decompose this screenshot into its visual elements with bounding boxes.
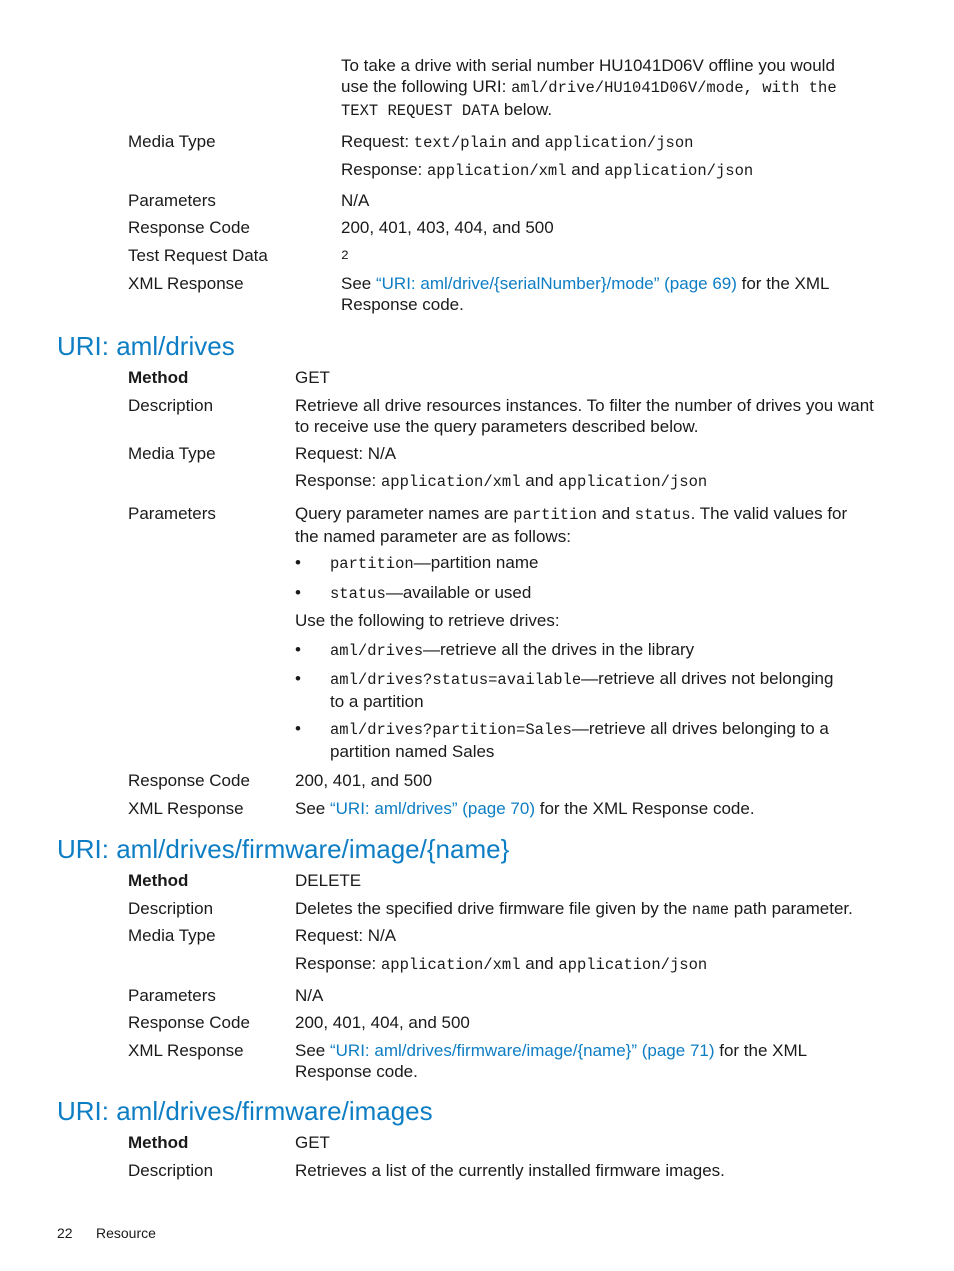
parameters-value: N/A	[341, 191, 370, 210]
intro-line-3: TEXT REQUEST DATA below.	[341, 100, 553, 120]
intro-paragraph	[341, 55, 837, 122]
bullet-icon: •	[295, 583, 301, 602]
description-value: Retrieve all drive resources instances. To filter the number of drives you want to receive use the query parameters described below.	[295, 396, 874, 436]
xref-link[interactable]: “URI: aml/drive/{serialNumber}/mode” (page 69)	[375, 274, 737, 293]
media-type-label: Media Type	[128, 132, 216, 151]
footer-section-name: Resource	[96, 1225, 156, 1241]
description-value: Deletes the specified drive firmware file given by the name path parameter.	[295, 899, 853, 919]
xml-response-value: See “URI: aml/drives” (page 70) for the XML Response code.	[295, 799, 755, 818]
description-label: Description	[128, 396, 214, 415]
response-code-label: Response Code	[128, 1013, 250, 1032]
xml-response-value: See “URI: aml/drive/{serialNumber}/mode” (page 69) for the XML Response code.	[341, 274, 830, 314]
code: aml/drive/HU1041D06V/mode, with the	[511, 79, 837, 97]
parameters-label: Parameters	[128, 191, 216, 210]
xml-response-value: See “URI: aml/drives/firmware/image/{name}” (page 71) for the XML Response code.	[295, 1041, 808, 1081]
page-number: 22	[57, 1225, 73, 1241]
media-type-request: Request: text/plain and application/json	[341, 132, 694, 152]
bullet-icon: •	[295, 553, 301, 572]
xref-link[interactable]: “URI: aml/drives/firmware/image/{name}” (page 71)	[329, 1041, 715, 1060]
description-value: Retrieves a list of the currently installed firmware images.	[295, 1161, 725, 1180]
response-code-value: 200, 401, 404, and 500	[295, 1013, 470, 1032]
response-code-value: 200, 401, and 500	[295, 771, 433, 790]
code: TEXT REQUEST DATA	[341, 102, 500, 120]
method-value: DELETE	[295, 871, 362, 890]
list-item: status—available or used	[330, 583, 532, 603]
media-type-response: Response: application/xml and application/json	[341, 160, 754, 180]
description-label: Description	[128, 899, 214, 918]
xml-response-label: XML Response	[128, 1041, 244, 1060]
intro-line-1: To take a drive with serial number HU1041D06V offline you would	[341, 56, 835, 75]
media-type-response: Response: application/xml and application/json	[295, 471, 708, 491]
list-item: aml/drives—retrieve all the drives in the library	[330, 640, 695, 660]
list-item: aml/drives?status=available—retrieve all drives not belonging to a partition	[330, 669, 834, 711]
parameters-label: Parameters	[128, 986, 216, 1005]
list-item: partition—partition name	[330, 553, 539, 573]
bullet-icon: •	[295, 719, 301, 738]
response-code-label: Response Code	[128, 771, 250, 790]
section-heading: URI: aml/drives/firmware/image/{name}	[57, 834, 510, 864]
intro-line-2: use the following URI: aml/drive/HU1041D06V/mode, with the	[341, 77, 837, 97]
method-label: Method	[128, 1133, 189, 1152]
media-type-request: Request: N/A	[295, 926, 397, 945]
xml-response-label: XML Response	[128, 799, 244, 818]
parameters-value: N/A	[295, 986, 324, 1005]
response-code-value: 200, 401, 403, 404, and 500	[341, 218, 554, 237]
method-value: GET	[295, 1133, 330, 1152]
list-item: aml/drives?partition=Sales—retrieve all drives belonging to a partition named Sales	[330, 719, 829, 761]
media-type-request: Request: N/A	[295, 444, 397, 463]
media-type-label: Media Type	[128, 926, 216, 945]
bullet-icon: •	[295, 669, 301, 688]
use-following-text: Use the following to retrieve drives:	[295, 611, 560, 630]
description-label: Description	[128, 1161, 214, 1180]
test-request-data-value: 2	[341, 248, 349, 263]
test-request-data-label: Test Request Data	[128, 246, 268, 265]
section-heading: URI: aml/drives/firmware/images	[57, 1096, 433, 1126]
xml-response-label: XML Response	[128, 274, 244, 293]
xref-link[interactable]: “URI: aml/drives” (page 70)	[329, 799, 535, 818]
section-heading: URI: aml/drives	[57, 331, 235, 361]
media-type-label: Media Type	[128, 444, 216, 463]
response-code-label: Response Code	[128, 218, 250, 237]
parameters-description: Query parameter names are partition and status. The valid values for the named parameter are as follows:	[295, 504, 848, 546]
method-value: GET	[295, 368, 330, 387]
method-label: Method	[128, 871, 189, 890]
parameters-label: Parameters	[128, 504, 216, 523]
bullet-icon: •	[295, 640, 301, 659]
method-label: Method	[128, 368, 189, 387]
media-type-response: Response: application/xml and application/json	[295, 954, 708, 974]
